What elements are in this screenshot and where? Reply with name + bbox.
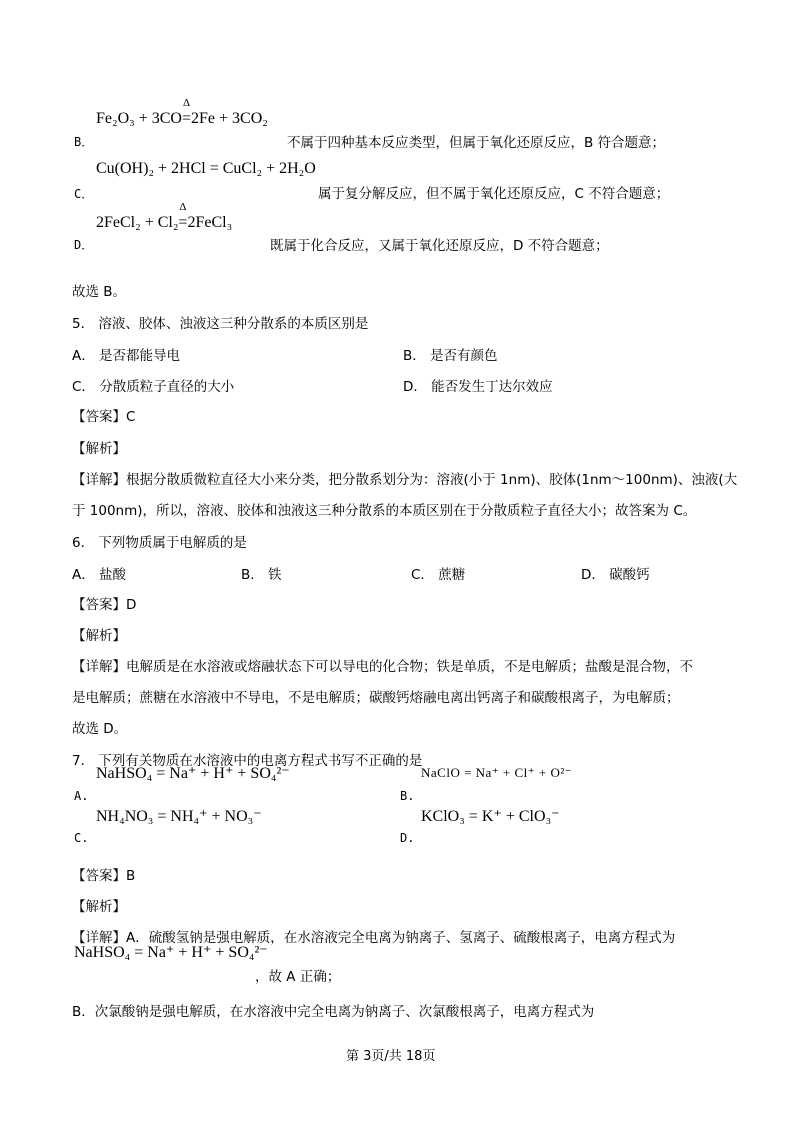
q7-option-d-formula: KClO₃ = K⁺ + ClO₃⁻ bbox=[421, 808, 560, 825]
q7-detail-tail: ，故 A 正确； bbox=[255, 969, 341, 985]
q7-option-b-formula: NaClO = Na⁺ + Cl⁺ + O²⁻ bbox=[421, 765, 573, 780]
answer-tag: 【答案】 bbox=[72, 409, 126, 425]
q4-option-b-formula bbox=[96, 97, 268, 128]
formula-lhs: Fe₂O₃ + 3CO bbox=[96, 110, 182, 127]
formula-rhs: 2Fe + 3CO₂ bbox=[191, 110, 268, 127]
q7-detail-formula: NaHSO₄ = Na⁺ + H⁺ + SO₄²⁻ bbox=[74, 944, 268, 961]
q7-answer bbox=[72, 864, 135, 884]
q4-conclusion: 故选 B。 bbox=[72, 284, 127, 300]
q5-answer bbox=[72, 405, 135, 425]
detail-tag: 【详解】 bbox=[72, 930, 126, 946]
q4-option-b-label: B． bbox=[74, 135, 94, 149]
formula-rhs: 2FeCl₃ bbox=[187, 214, 233, 231]
detail-text: 电解质是在水溶液或熔融状态下可以导电的化合物；铁是单质，不是电解质；盐酸是混合物，不 bbox=[126, 659, 693, 675]
heat-condition: Δ = bbox=[181, 97, 191, 127]
q7-detail-line-3: B．次氯酸钠是强电解质，在水溶液中完全电离为钠离子、次氯酸根离子，电离方程式为 bbox=[72, 1004, 595, 1020]
q4-option-d-text: 既属于化合反应，又属于氧化还原反应，D 不符合题意； bbox=[270, 238, 609, 254]
q7-stem: 7． 下列有关物质在水溶液中的电离方程式书写不正确的是 bbox=[72, 753, 423, 769]
detail-tag: 【详解】 bbox=[72, 472, 126, 488]
q5-option-d: D． 能否发生丁达尔效应 bbox=[403, 379, 553, 395]
q5-detail-line-1 bbox=[72, 468, 737, 488]
q6-conclusion: 故选 D。 bbox=[72, 721, 128, 737]
q6-detail-line-2: 是电解质；蔗糖在水溶液中不导电，不是电解质；碳酸钙熔融电离出钙离子和碳酸根离子，为电解质； bbox=[72, 690, 680, 706]
q6-stem: 6． 下列物质属于电解质的是 bbox=[72, 535, 247, 551]
q6-option-c: C． 蔗糖 bbox=[411, 567, 466, 583]
q7-option-c-label: C. bbox=[74, 831, 89, 845]
q5-stem: 5． 溶液、胶体、浊液这三种分散系的本质区别是 bbox=[72, 316, 369, 332]
answer-tag: 【答案】 bbox=[72, 597, 126, 613]
q4-option-c-formula: Cu(OH)₂ + 2HCl = CuCl₂ + 2H₂O bbox=[96, 160, 316, 177]
q5-detail-line-2: 于 100nm)，所以，溶液、胶体和浊液这三种分散系的本质区别在于分散质粒子直径大小；故答案为 C。 bbox=[72, 503, 697, 519]
heat-condition: Δ = bbox=[178, 201, 188, 231]
detail-text: A．硫酸氢钠是强电解质，在水溶液完全电离为钠离子、氢离子、硫酸根离子，电离方程式为 bbox=[126, 930, 676, 946]
q4-option-c-label: C． bbox=[74, 187, 94, 201]
answer-tag: 【答案】 bbox=[72, 868, 126, 884]
q4-option-d-formula bbox=[96, 201, 233, 232]
q7-option-a-formula: NaHSO₄ = Na⁺ + H⁺ + SO₄²⁻ bbox=[96, 765, 290, 782]
q7-option-c-formula: NH₄NO₃ = NH₄⁺ + NO₃⁻ bbox=[96, 808, 262, 825]
q7-option-d-label: D. bbox=[400, 831, 415, 845]
q6-option-d: D． 碳酸钙 bbox=[581, 567, 650, 583]
q6-analysis-tag: 【解析】 bbox=[72, 628, 126, 644]
q5-analysis-tag: 【解析】 bbox=[72, 441, 126, 457]
q6-option-b: B． 铁 bbox=[241, 567, 282, 583]
q5-option-a: A． 是否都能导电 bbox=[72, 348, 181, 364]
q6-detail-line-1 bbox=[72, 655, 693, 675]
page-number: 第 3页/共 18页 bbox=[346, 1049, 436, 1064]
q4-option-b-text: 不属于四种基本反应类型，但属于氧化还原反应，B 符合题意； bbox=[287, 135, 666, 151]
answer-value: D bbox=[126, 597, 137, 613]
formula-lhs: 2FeCl₂ + Cl₂ bbox=[96, 214, 179, 231]
q4-option-c-text: 属于复分解反应，但不属于氧化还原反应，C 不符合题意； bbox=[318, 186, 670, 202]
answer-value: B bbox=[126, 868, 136, 884]
q6-option-a: A． 盐酸 bbox=[72, 567, 127, 583]
q5-option-b: B． 是否有颜色 bbox=[403, 348, 498, 364]
answer-value: C bbox=[126, 409, 136, 425]
detail-text: 根据分散质微粒直径大小来分类，把分散系划分为：溶液(小于 1nm)、胶体(1nm～100nm)、浊液(大 bbox=[126, 472, 738, 488]
detail-tag: 【详解】 bbox=[72, 659, 126, 675]
q7-analysis-tag: 【解析】 bbox=[72, 899, 126, 915]
q6-answer bbox=[72, 593, 136, 613]
q5-option-c: C． 分散质粒子直径的大小 bbox=[72, 379, 235, 395]
q7-option-b-label: B. bbox=[400, 789, 415, 803]
q7-option-a-label: A. bbox=[74, 789, 89, 803]
q4-option-d-label: D． bbox=[74, 238, 94, 252]
